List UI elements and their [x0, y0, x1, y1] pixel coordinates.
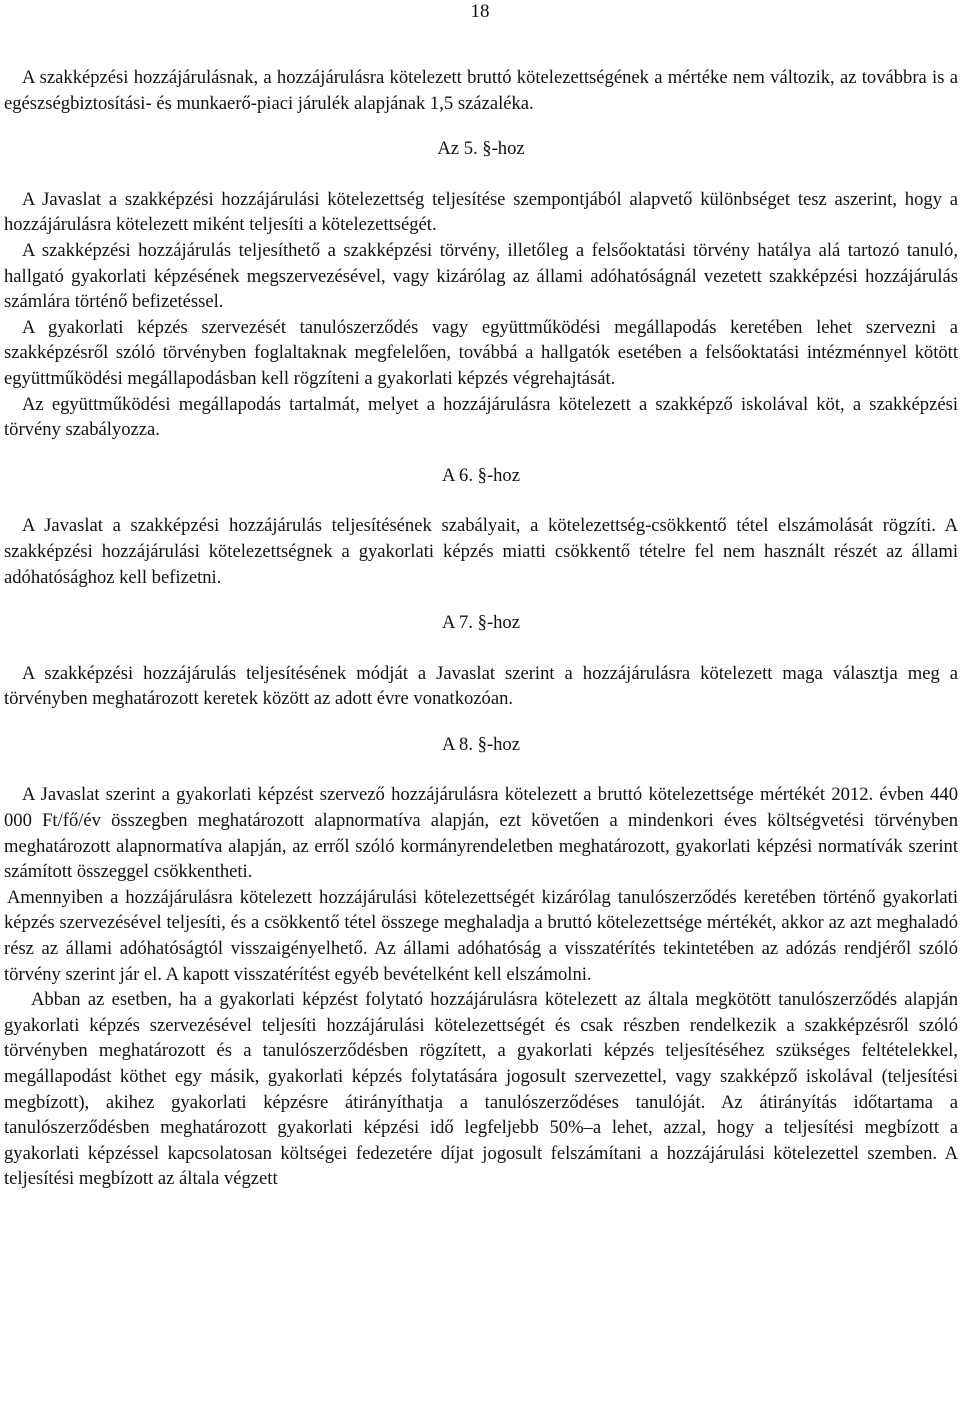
paragraph-s8-3: Abban az esetben, ha a gyakorlati képzést folytató hozzájárulásra kötelezett az általa megkötött tanulószerződés alapján gyakorlati képzés szervezésével teljesíti hozzájárulási kötelezettségét és csak részben rendelkezik a szakképzésről szóló törvényben meghatározott és a tanulószerződésben rögzített, a gyakorlati képzés teljesítéséhez szükséges feltételekkel, megállapodást köthet egy másik, gyakorlati képzés folytatására jogosult szervezettel, vagy szakképző iskolával (teljesítési megbízott), akihez gyakorlati képzésre átirányíthatja a tanulószerződéses tanulóját. Az átirányítás időtartama a tanulószerződésben meghatározott gyakorlati képzési idő legfeljebb 50%–a lehet, azzal, hogy a teljesítési megbízott a gyakorlati képzéssel kapcsolatosan költségei fedezetére díjat jogosult felszámítani a hozzájárulási kötelezettel szemben. A teljesítési megbízott az általa végzett: [4, 989, 958, 1190]
paragraph-s5-4: Az együttműködési megállapodás tartalmát, melyet a hozzájárulásra kötelezett a szakképző iskolával köt, a szakképzési törvény szabályozza.: [4, 393, 958, 441]
paragraph-intro: A szakképzési hozzájárulásnak, a hozzájárulásra kötelezett bruttó kötelezettségének a mértéke nem változik, az továbbra is a egészségbiztosítási- és munkaerő-piaci járulék alapjának 1,5 százaléka.: [4, 67, 958, 114]
paragraph-s8-2: Amennyiben a hozzájárulásra kötelezett hozzájárulási kötelezettségét kizárólag tanulószerződés keretében történő gyakorlati képzés szervezésével teljesíti, és a csökkentő tétel összege meghaladja a bruttó kötelezettsége mértékét, akkor az azt meghaladó rész az állami adóhatóságtól visszaigényelhető. Az állami adóhatóság a visszatérítés tekintetében az adózás rendjéről szóló törvény szerint jár el. A kapott visszatérítést egyéb bevételként kell elszámolni.: [4, 886, 958, 985]
section-heading-7: A 7. §-hoz: [442, 612, 520, 634]
document-body: [4, 65, 958, 1192]
section-heading-5: Az 5. §-hoz: [437, 138, 525, 160]
page-number: 18: [470, 1, 490, 22]
paragraph-s7-1: A szakképzési hozzájárulás teljesítésének módját a Javaslat szerint a hozzájárulásra kötelezett maga választja meg a törvényben meghatározott keretek között az adott évre vonatkozóan.: [4, 662, 958, 710]
section-heading-8: A 8. §-hoz: [442, 733, 520, 755]
paragraph-s5-2: A szakképzési hozzájárulás teljesíthető a szakképzési törvény, illetőleg a felsőoktatási törvény hatálya alá tartozó tanuló, hallgató gyakorlati képzésének megszervezésével, vagy kizárólag az állami adóhatóságnál vezetett szakképzési hozzájárulás számlára történő befizetéssel.: [4, 239, 958, 313]
paragraph-s5-1: A Javaslat a szakképzési hozzájárulási kötelezettség teljesítése szempontjából alapvető különbséget tesz aszerint, hogy a hozzájárulásra kötelezett miként teljesíti a kötelezettségét.: [4, 188, 958, 236]
paragraph-s5-3: A gyakorlati képzés szervezését tanulószerződés vagy együttműködési megállapodás keretében lehet szervezni a szakképzésről szóló törvényben foglaltaknak megfelelően, továbbá a hallgatók esetében a felsőoktatási intézménnyel kötött együttműködési megállapodásban kell rögzíteni a gyakorlati képzés végrehajtását.: [4, 316, 958, 389]
section-heading-6: A 6. §-hoz: [442, 464, 520, 486]
paragraph-s8-1: A Javaslat szerint a gyakorlati képzést szervező hozzájárulásra kötelezett a bruttó kötelezettsége mértékét 2012. évben 440 000 Ft/fő/év összegben meghatározott alapnormatíva alapján, ezt követően a mindenkori éves költségvetési törvényben meghatározott alapnormatíva alapján, az erről szóló kormányrendeletben meghatározott, gyakorlati képzési normatívák szerint számított összeggel csökkentheti.: [4, 784, 958, 883]
paragraph-s6-1: A Javaslat a szakképzési hozzájárulás teljesítésének szabályait, a kötelezettség-csökkentő tétel elszámolását rögzíti. A szakképzési hozzájárulási kötelezettségnek a gyakorlati képzés miatti csökkentő tételre fel nem használt részét az állami adóhatósághoz kell befizetni.: [4, 515, 958, 588]
